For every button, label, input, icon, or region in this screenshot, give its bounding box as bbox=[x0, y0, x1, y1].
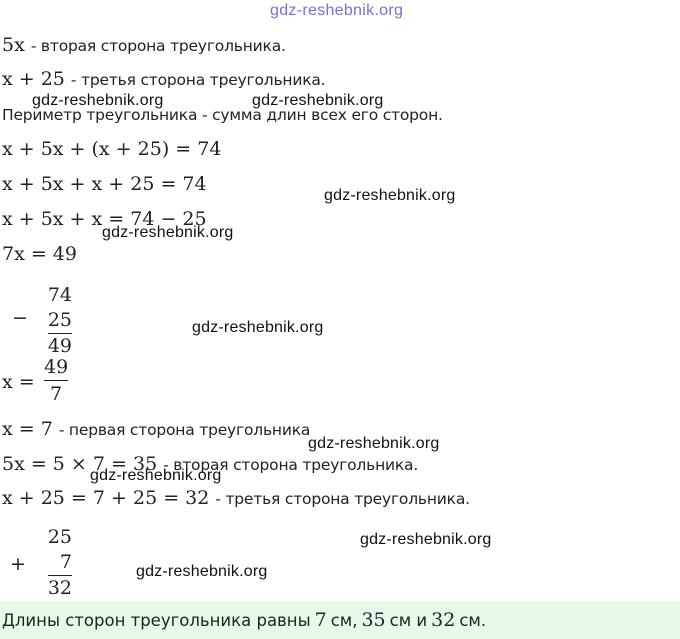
watermark: gdz-reshebnik.org bbox=[136, 563, 268, 580]
answer-side-2: 35 bbox=[361, 609, 386, 631]
watermark: gdz-reshebnik.org bbox=[32, 92, 164, 109]
watermark: gdz-reshebnik.org bbox=[324, 187, 456, 204]
fraction-49-over-7 bbox=[44, 356, 68, 405]
line-first-side bbox=[2, 418, 310, 440]
answer-text: Длины сторон треугольника равны bbox=[2, 610, 311, 630]
text-third-side: - третья сторона треугольника. bbox=[70, 71, 326, 89]
expr-x-plus-25-value: x + 25 = 7 + 25 = 32 bbox=[2, 487, 210, 509]
answer-unit-3: см. bbox=[459, 610, 487, 630]
watermark: gdz-reshebnik.org bbox=[192, 319, 324, 336]
equation-1: x + 5x + (x + 25) = 74 bbox=[2, 138, 222, 160]
watermark-top: gdz-reshebnik.org bbox=[270, 2, 404, 19]
minuend: 74 bbox=[47, 284, 72, 306]
equation-2: x + 5x + x + 25 = 74 bbox=[2, 173, 207, 195]
equation-3: x + 5x + x = 74 − 25 bbox=[2, 208, 207, 230]
line-third-side bbox=[2, 68, 325, 90]
addend-2: 7 bbox=[59, 551, 72, 573]
addition-rule bbox=[48, 575, 72, 576]
fraction-lhs: x = bbox=[2, 371, 35, 393]
watermark: gdz-reshebnik.org bbox=[252, 92, 384, 109]
line-second-side bbox=[2, 34, 286, 56]
watermark: gdz-reshebnik.org bbox=[360, 531, 492, 548]
difference: 49 bbox=[47, 335, 72, 357]
plus-sign: + bbox=[10, 553, 26, 575]
text-second-side-value: - вторая сторона треугольника. bbox=[163, 456, 419, 474]
addend-1: 25 bbox=[47, 526, 72, 548]
expr-5x: 5x bbox=[2, 34, 25, 56]
fraction-denominator: 7 bbox=[50, 383, 63, 405]
watermark: gdz-reshebnik.org bbox=[308, 435, 440, 452]
subtraction-rule bbox=[48, 333, 72, 334]
line-third-side-value bbox=[2, 487, 470, 509]
watermark: gdz-reshebnik.org bbox=[90, 467, 222, 484]
text-first-side: - первая сторона треугольника bbox=[58, 421, 311, 439]
watermark: gdz-reshebnik.org bbox=[102, 224, 234, 241]
expr-5x-value: 5x = 5 × 7 = 35 bbox=[2, 453, 158, 475]
subtrahend: 25 bbox=[47, 309, 72, 331]
perimeter-definition: Периметр треугольника - сумма длин всех его сторон. bbox=[2, 106, 443, 124]
answer-unit-2: см и bbox=[389, 610, 428, 630]
text-second-side: - вторая сторона треугольника. bbox=[30, 37, 286, 55]
answer-side-1: 7 bbox=[314, 609, 327, 631]
text-third-side-value: - третья сторона треугольника. bbox=[215, 490, 470, 508]
fraction-numerator: 49 bbox=[44, 356, 69, 378]
answer-banner bbox=[0, 601, 680, 639]
sum: 32 bbox=[47, 577, 72, 599]
answer-unit-1: см, bbox=[330, 610, 358, 630]
expr-x-equals-7: x = 7 bbox=[2, 418, 53, 440]
minus-sign: − bbox=[12, 307, 28, 329]
answer-side-3: 32 bbox=[431, 609, 456, 631]
fraction-bar bbox=[44, 380, 68, 381]
expr-x-plus-25: x + 25 bbox=[2, 68, 65, 90]
equation-4: 7x = 49 bbox=[2, 243, 77, 265]
